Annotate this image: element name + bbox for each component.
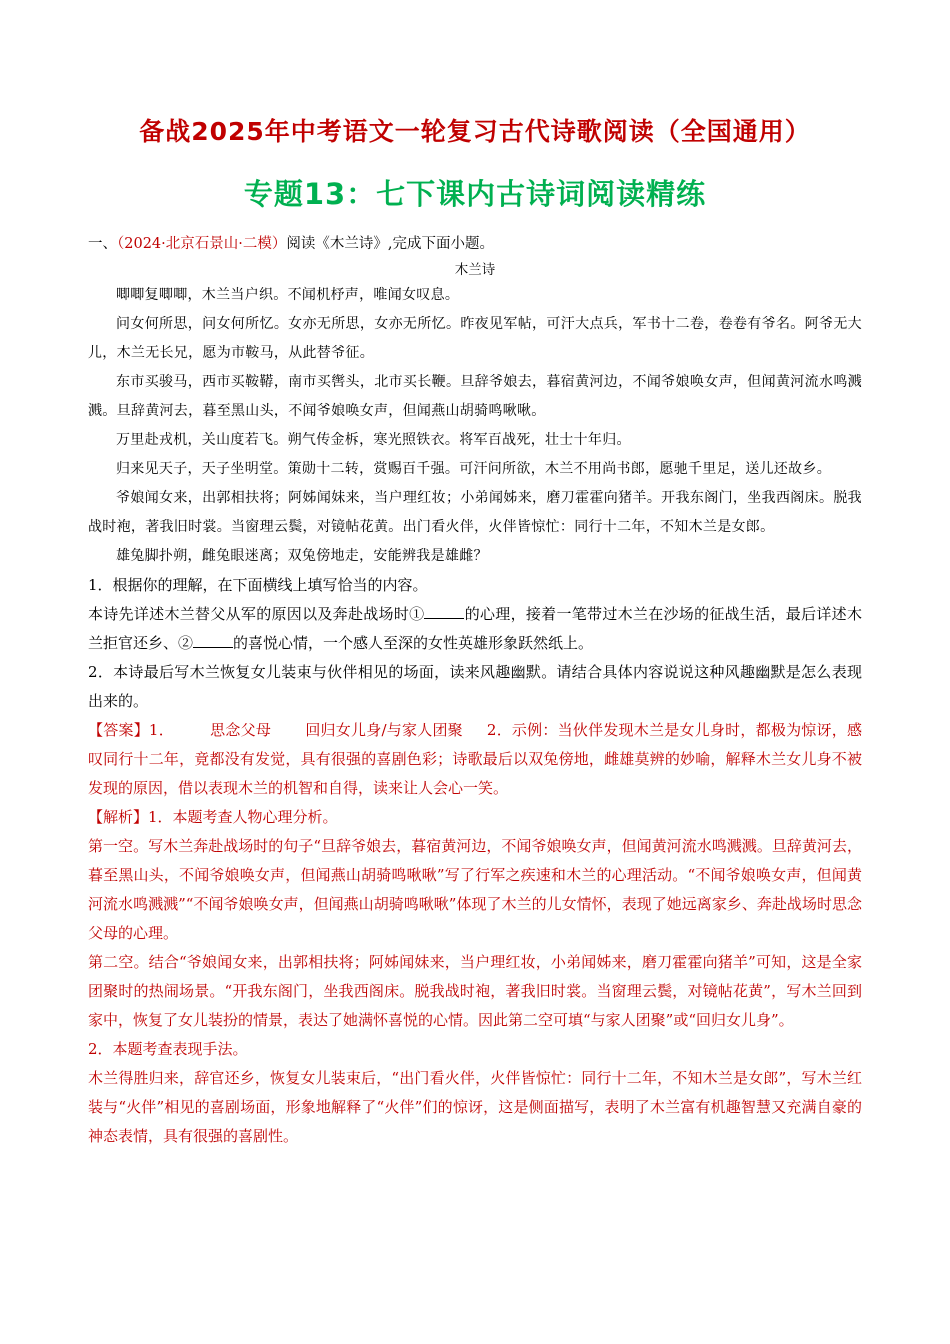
answer-q2-text: 当伙伴发现木兰是女儿身时，都极为惊讶，感叹同行十二年，竟都没有发觉，具有很强的喜剧色彩；诗歌最后以双兔傍地，雌雄莫辨的妙喻，解释木兰女儿身不被发现的原因，借以表现木兰的机智和自得，读来让人会心一笑。 — [88, 720, 862, 797]
question-1-stem: 1．根据你的理解，在下面横线上填写恰当的内容。 — [88, 575, 428, 594]
answer-blank-1 — [424, 604, 464, 619]
question-header — [88, 230, 862, 259]
poem-stanza: 归来见天子，天子坐明堂。策勋十二转，赏赐百千强。可汗问所欲，木兰不用尚书郎，愿驰千里足，送儿还故乡。 — [116, 460, 831, 477]
document-title: 备战2025年中考语文一轮复习古代诗歌阅读（全国通用） — [139, 117, 811, 146]
analysis-paragraph: 2．本题考查表现手法。 — [88, 1039, 248, 1058]
analysis-paragraph: 第二空。结合“爷娘闻女来，出郭相扶将；阿姊闻妹来，当户理红妆，小弟闻姊来，磨刀霍霍向猪羊”可知，这是全家团聚时的热闹场景。“开我东阁门，坐我西阁床。脱我战时袍，著我旧时裳。当窗理云鬓，对镜帖花黄”，写木兰回到家中，恢复了女儿装扮的情景，表达了她满怀喜悦的心情。因此第二空可填“与家人团聚”或“回归女儿身”。 — [88, 952, 862, 1029]
question-1-text — [88, 600, 862, 658]
document-body — [88, 230, 862, 1151]
answer-label: 【答案】1． — [88, 720, 174, 739]
question-2-stem: 2．本诗最后写木兰恢复女儿装束与伙伴相见的场面，读来风趣幽默。请结合具体内容说说这种风趣幽默是怎么表现出来的。 — [88, 662, 862, 710]
question-1-part-c: 的喜悦心情，一个感人至深的女性英雄形象跃然纸上。 — [233, 633, 594, 652]
poem-stanza: 万里赴戎机，关山度若飞。朔气传金柝，寒光照铁衣。将军百战死，壮士十年归。 — [116, 431, 631, 448]
answer-text — [88, 716, 862, 803]
question-number: 一、 — [88, 236, 117, 252]
answer-q2-prefix: 2．示例： — [486, 720, 558, 739]
question-1-part-a: 本诗先详述木兰替父从军的原因以及奔赴战场时① — [88, 604, 425, 623]
document-subtitle: 专题13：七下课内古诗词阅读精练 — [243, 177, 707, 211]
poem-stanza: 东市买骏马，西市买鞍鞯，南市买辔头，北市买长鞭。旦辞爷娘去，暮宿黄河边，不闻爷娘唤女声，但闻黄河流水鸣溅溅。旦辞黄河去，暮至黑山头，不闻爷娘唤女声，但闻燕山胡骑鸣啾啾。 — [88, 373, 862, 419]
question-instruction: 阅读《木兰诗》,完成下面小题。 — [286, 236, 494, 252]
answer-blank-1-value: 思念父母 — [209, 720, 272, 739]
analysis-label: 【解析】1．本题考查人物心理分析。 — [88, 807, 338, 826]
poem-stanza: 雄兔脚扑朔，雌兔眼迷离；双兔傍地走，安能辨我是雄雌？ — [116, 547, 488, 564]
poem-stanza: 问女何所思，问女何所忆。女亦无所思，女亦无所忆。昨夜见军帖，可汗大点兵，军书十二卷，卷卷有爷名。阿爷无大儿，木兰无长兄，愿为市鞍马，从此替爷征。 — [88, 315, 862, 361]
questions-section — [88, 571, 862, 716]
question-source: （2024·北京石景山·二模） — [117, 236, 287, 252]
poem-stanza: 唧唧复唧唧，木兰当户织。不闻机杼声，唯闻女叹息。 — [116, 286, 460, 303]
answer-blank-2 — [193, 633, 233, 648]
poem-title: 木兰诗 — [454, 261, 496, 278]
question-1-part-b: 的心理，接着一笔带过木兰在沙场的征战生活，最后详述木兰拒官还乡、② — [88, 604, 862, 652]
answer-section — [88, 716, 862, 1151]
analysis-paragraph: 木兰得胜归来，辞官还乡，恢复女儿装束后，“出门看火伴，火伴皆惊忙：同行十二年，不知木兰是女郎”，写木兰红装与“火伴”相见的喜剧场面，形象地解释了“火伴”们的惊讶，这是侧面描写，表明了木兰富有机趣智慧又充满自豪的神态表情，具有很强的喜剧性。 — [88, 1068, 862, 1145]
poem-stanza: 爷娘闻女来，出郭相扶将；阿姊闻妹来，当户理红妆；小弟闻姊来，磨刀霍霍向猪羊。开我东阁门，坐我西阁床。脱我战时袍，著我旧时裳。当窗理云鬓，对镜帖花黄。出门看火伴，火伴皆惊忙：同行十二年，不知木兰是女郎。 — [88, 489, 862, 535]
poem-text — [88, 281, 862, 571]
analysis-paragraph: 第一空。写木兰奔赴战场时的句子“旦辞爷娘去，暮宿黄河边，不闻爷娘唤女声，但闻黄河流水鸣溅溅。旦辞黄河去，暮至黑山头，不闻爷娘唤女声，但闻燕山胡骑鸣啾啾”写了行军之疾速和木兰的心理活动。“不闻爷娘唤女声，但闻黄河流水鸣溅溅”“不闻爷娘唤女声，但闻燕山胡骑鸣啾啾”体现了木兰的儿女情怀，表现了她远离家乡、奔赴战场时思念父母的心理。 — [88, 836, 862, 942]
answer-blank-2-value: 回归女儿身/与家人团聚 — [305, 720, 463, 739]
